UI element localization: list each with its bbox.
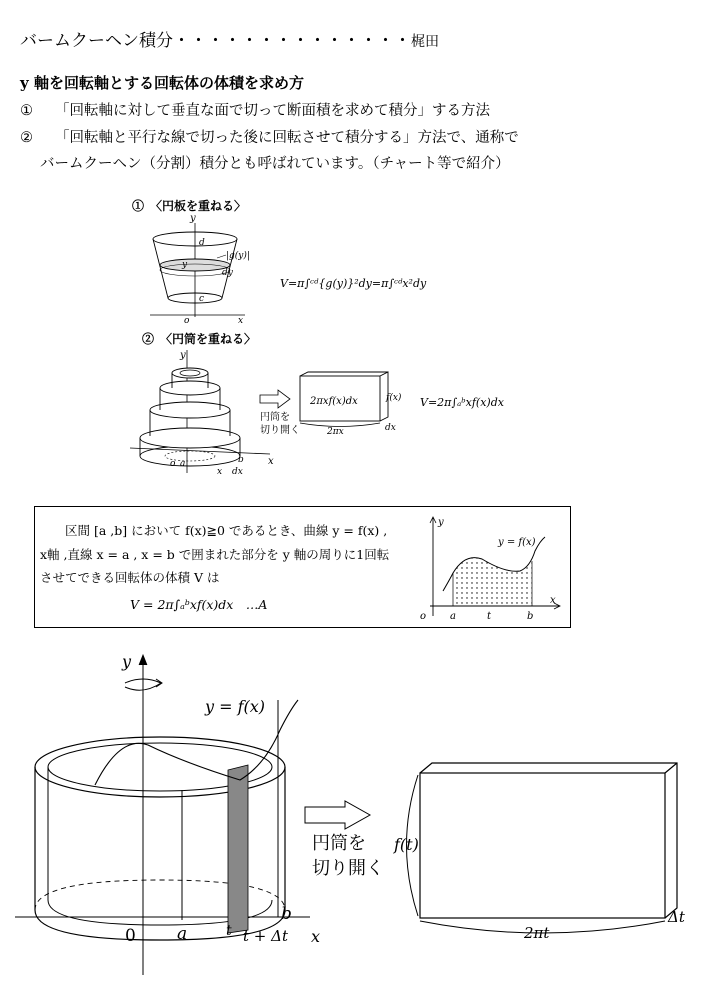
svg-text:dx: dx (385, 423, 396, 433)
open-arrow-icon (305, 801, 370, 829)
svg-text:y: y (180, 350, 186, 361)
svg-text:t + Δt: t + Δt (243, 927, 288, 945)
svg-text:切り開く: 切り開く (312, 858, 384, 879)
method-1: ① 「回転軸に対して垂直な面で切って断面積を求めて積分」する方法 (20, 103, 490, 119)
big-shell-figure (0, 645, 710, 987)
svg-text:y: y (438, 517, 444, 528)
svg-text:x: x (550, 595, 556, 606)
svg-text:o: o (170, 459, 176, 469)
theorem-formula: V = 2π∫ₐᵇxf(x)dx …A (130, 597, 268, 612)
svg-text:b: b (238, 455, 244, 465)
svg-text:x: x (311, 927, 321, 946)
method-2: ② 「回転軸と平行な線で切った後に回転させて積分する」方法で、通称で (20, 130, 519, 146)
disk-figure-label: ① 〈円板を重ねる〉 (132, 199, 247, 213)
svg-text:y: y (122, 652, 132, 671)
svg-text:o: o (420, 611, 427, 622)
slice-disk (160, 259, 230, 271)
svg-text:c: c (199, 294, 205, 304)
svg-text:x: x (217, 467, 223, 477)
svg-text:y: y (190, 213, 196, 224)
shell-strip (228, 765, 248, 933)
svg-text:x: x (238, 316, 244, 325)
svg-text:o: o (184, 316, 190, 325)
svg-text:Δt: Δt (668, 908, 685, 926)
unrolled-box (420, 773, 665, 918)
theorem-box: 区間 [a ,b] において f(x)≧0 であるとき、曲線 y = f(x) , x軸 ,直線 x = a , x = b で囲まれた部分を y 軸の周りに1回転 させてできる回転体の体積 V は V = 2π∫ₐᵇxf(x)dx …A y x o a t b y = f(x) (34, 506, 571, 628)
svg-text:dy: dy (222, 268, 233, 278)
x-axis (130, 448, 270, 454)
svg-text:d: d (199, 238, 205, 248)
svg-text:0: 0 (125, 926, 136, 946)
author: 梶田 (411, 34, 439, 50)
svg-text:f(t): f(t) (394, 835, 419, 854)
svg-text:t: t (226, 923, 232, 939)
svg-text:y = f(x): y = f(x) (498, 537, 536, 548)
svg-text:f(x): f(x) (386, 393, 402, 403)
svg-text:2πt: 2πt (524, 924, 550, 942)
svg-text:a: a (177, 924, 188, 944)
svg-text:|g(y)|: |g(y)| (226, 251, 250, 261)
shell-figure-label: ② 〈円筒を重ねる〉 (142, 332, 257, 346)
theorem-graph (410, 511, 565, 623)
svg-text:b: b (527, 611, 534, 622)
svg-text:a: a (180, 459, 186, 469)
svg-text:円筒を: 円筒を (312, 833, 366, 854)
svg-text:a: a (450, 611, 456, 622)
svg-text:dx: dx (232, 467, 243, 477)
svg-text:切り開く: 切り開く (260, 425, 300, 436)
section-heading: y 軸を回転軸とする回転体の体積を求め方 (20, 74, 304, 92)
svg-text:2πx: 2πx (327, 427, 344, 437)
method-2-cont: バームクーヘン（分割）積分とも呼ばれています。（チャート等で紹介） (40, 156, 510, 172)
svg-text:y: y (182, 260, 188, 270)
curve-fx (95, 700, 298, 785)
shell-formula: V=2π∫ₐᵇxf(x)dx (420, 396, 504, 409)
svg-text:2πxf(x)dx: 2πxf(x)dx (310, 396, 358, 407)
shell-figure (120, 328, 540, 478)
disk-figure (120, 195, 460, 325)
disk-formula: V=π∫ᶜᵈ{g(y)}²dy=π∫ᶜᵈx²dy (280, 277, 427, 290)
open-arrow-icon (260, 390, 290, 408)
page-title: バームクーヘン積分・・・・・・・・・・・・・・梶田 (20, 31, 439, 51)
svg-text:円筒を: 円筒を (260, 412, 290, 423)
svg-text:x: x (268, 456, 274, 467)
svg-text:t: t (487, 611, 492, 622)
svg-text:b: b (281, 904, 292, 924)
curve-label: y = f(x) (205, 697, 266, 716)
